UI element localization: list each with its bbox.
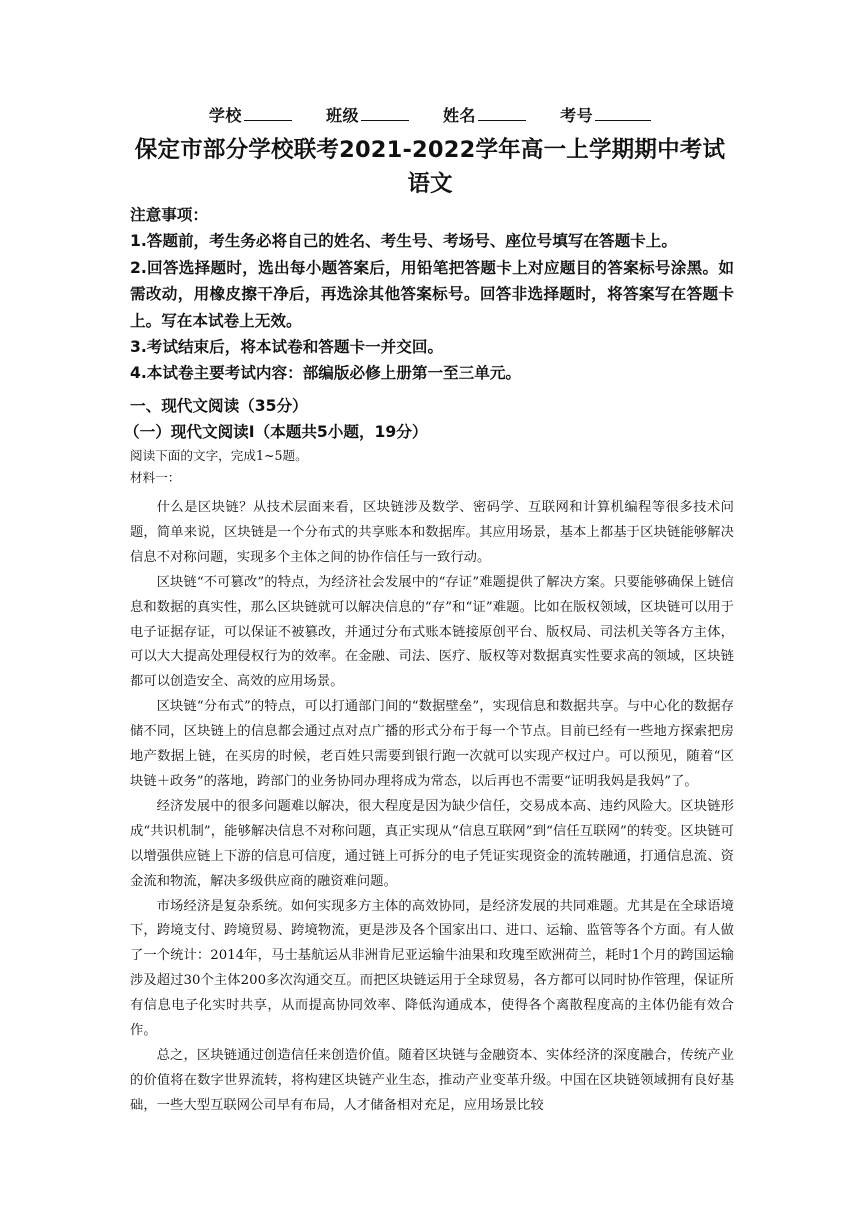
paragraph: 区块链“不可篡改”的特点，为经济社会发展中的“存证”难题提供了解决方案。只要能够确保上链信息和数据的真实性，那么区块链就可以解决信息的“存”和“证”难题。比如在版权领域，区块链可以用于电子证据存证，可以保证不被篡改，并通过分布式账本链接原创平台、版权局、司法机关等各方主体，可以大大提高处理侵权行为的效率。在金融、司法、医疗、版权等对数据真实性要求高的领域，区块链都可以创造安全、高效的应用场景。 xyxy=(130,574,734,690)
exam-subject: 语文 xyxy=(407,171,453,197)
paragraph: 经济发展中的很多问题难以解决，很大程度是因为缺少信任，交易成本高、违约风险大。区块链形成“共识机制”，能够解决信息不对称问题，真正实现从“信息互联网”到“信任互联网”的转变。区块链可以增强供应链上下游的信息可信度，通过链上可拆分的电子凭证实现资金的流转融通，打通信息流、资金流和物流，解决多级供应商的融资难问题。 xyxy=(130,798,734,889)
paragraph: 什么是区块链？从技术层面来看，区块链涉及数学、密码学、互联网和计算机编程等很多技术问题，简单来说，区块链是一个分布式的共享账本和数据库。其应用场景，基本上都基于区块链能够解决信息不对称问题，实现多个主体之间的协作信任与一致行动。 xyxy=(130,500,734,565)
paragraph: 市场经济是复杂系统。如何实现多方主体的高效协同，是经济发展的共同难题。尤其是在全球语境下，跨境支付、跨境贸易、跨境物流，更是涉及各个国家出口、进口、运输、监管等各个方面。有人做了一个统计：2014年，马士基航运从非洲肯尼亚运输牛油果和玫瑰至欧洲荷兰，耗时1个月的跨国运输涉及超过30个主体200多次沟通交互。而把区块链运用于全球贸易，各方都可以同时协作管理，保证所有信息电子化实时共享，从而提高协同效率、降低沟通成本，使得各个离散程度高的主体仍能有效合作。 xyxy=(130,898,734,1039)
notice-item-3: 3.考试结束后，将本试卷和答题卡一并交回。 xyxy=(130,338,444,357)
notice-item-4: 4.本试卷主要考试内容：部编版必修上册第一至三单元。 xyxy=(130,364,522,383)
section-heading: 一、现代文阅读（35分） xyxy=(130,397,308,415)
reading-instruction: 阅读下面的文字，完成1~5题。 xyxy=(130,448,308,463)
school-blank xyxy=(244,104,292,121)
notice-heading: 注意事项： xyxy=(130,206,208,224)
exam-no-label: 考号 xyxy=(560,106,594,125)
name-field xyxy=(443,106,526,125)
class-blank xyxy=(361,104,409,121)
material-text xyxy=(130,496,734,1119)
material-label: 材料一： xyxy=(130,470,181,485)
exam-no-blank xyxy=(595,104,651,121)
school-field xyxy=(209,106,292,125)
notice-item-2: 2.回答选择题时，选出每小题答案后，用铅笔把答题卡上对应题目的答案标号涂黑。如需改动，用橡皮擦干净后，再选涂其他答案标号。回答非选择题时，将答案写在答题卡上。写在本试卷上无效。 xyxy=(130,258,734,330)
exam-no-field xyxy=(560,106,651,125)
notice-block xyxy=(130,202,734,387)
name-blank xyxy=(478,104,526,121)
class-field xyxy=(326,106,409,125)
student-info-line xyxy=(0,103,860,126)
subsection-heading: （一）现代文阅读Ⅰ（本题共5小题，19分） xyxy=(124,423,428,441)
exam-title: 保定市部分学校联考2021-2022学年高一上学期期中考试 xyxy=(134,137,726,163)
school-label: 学校 xyxy=(208,106,242,125)
class-label: 班级 xyxy=(325,106,359,125)
name-label: 姓名 xyxy=(443,106,477,125)
notice-item-1: 1.答题前，考生务必将自己的姓名、考生号、考场号、座位号填写在答题卡上。 xyxy=(130,232,677,251)
paragraph: 区块链“分布式”的特点，可以打通部门间的“数据壁垒”，实现信息和数据共享。与中心化的数据存储不同，区块链上的信息都会通过点对点广播的形式分布于每一个节点。目前已经有一些地方探索把房地产数据上链，在买房的时候，老百姓只需要到银行跑一次就可以实现产权过户。可以预见，随着“区块链＋政务”的落地，跨部门的业务协同办理将成为常态，以后再也不需要“证明我妈是我妈”了。 xyxy=(130,699,734,789)
paragraph: 总之，区块链通过创造信任来创造价值。随着区块链与金融资本、实体经济的深度融合，传统产业的价值将在数字世界流转，将构建区块链产业生态，推动产业变革升级。中国在区块链领域拥有良好基础，一些大型互联网公司早有布局，人才储备相对充足，应用场景比较 xyxy=(130,1047,734,1113)
